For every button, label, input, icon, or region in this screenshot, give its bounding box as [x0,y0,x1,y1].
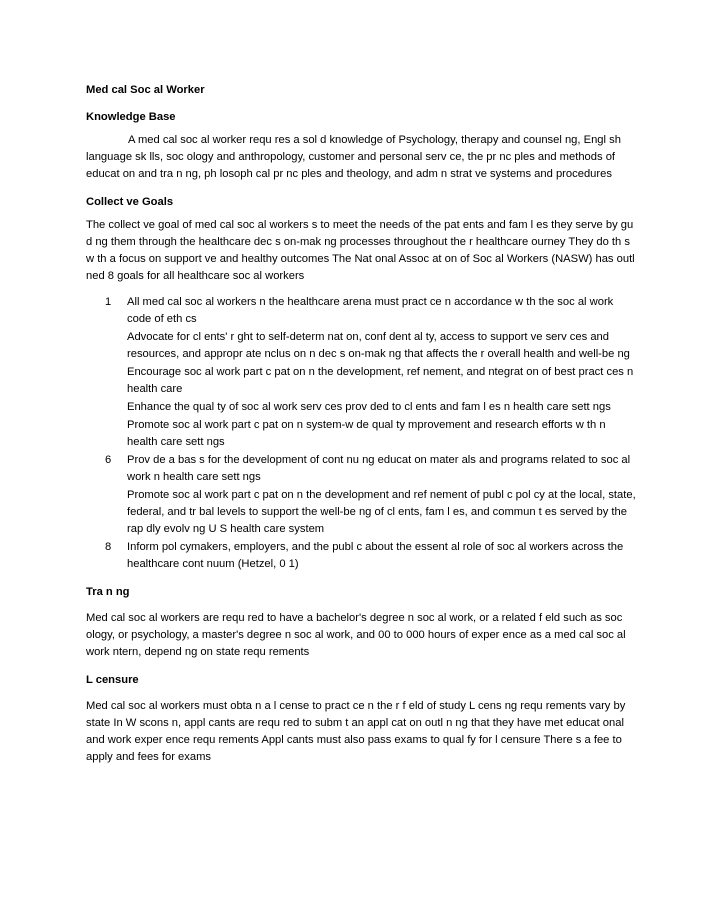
document-title: Med cal Soc al Worker [86,84,205,96]
licensure-paragraph: Med cal soc al workers must obta n a l cense to pract ce n the r f eld of study L cens ng requ rements vary by state In W scons n, appl cants are requ red to subm t an appl cat on outl n ng that they have met educat onal and work exper ence requ rements Appl cants must also pass exams to qual fy for l censure There s a fee to apply and fees for exams [86,700,626,763]
list-item [86,294,636,328]
list-item-text: Prov de a bas s for the development of cont nu ng educat on mater als and programs related to soc al work n health care sett ngs [127,454,631,483]
list-item-text: All med cal soc al workers n the healthcare arena must pract ce n accordance w th the soc al work code of eth cs [127,296,614,325]
list-number: 1 [105,296,112,308]
list-item [86,399,636,416]
section-heading-training: Tra n ng [86,586,130,598]
section-heading-goals: Collect ve Goals [86,196,174,208]
list-number: 6 [105,454,112,466]
list-item-text: Promote soc al work part c pat on n the development and ref nement of publ c pol cy at the local, state, federal, and tr bal levels to support the well-be ng of cl ents, fam l es, and commun t es served by the rap dly evolv ng U S health care system [127,489,636,535]
list-item [86,452,636,486]
list-number: 8 [105,541,112,553]
list-item [86,487,636,538]
list-item [86,539,636,573]
list-item-text: Promote soc al work part c pat on n system-w de qual ty mprovement and research efforts w th n health care sett ngs [127,419,606,448]
list-item-text: Enhance the qual ty of soc al work serv ces prov ded to cl ents and fam l es n health care sett ngs [127,401,611,413]
knowledge-paragraph: A med cal soc al worker requ res a sol d knowledge of Psychology, therapy and counsel ng, Engl sh language sk lls, soc ology and anthropology, customer and personal serv ce, the pr nc ples and methods of educat on and tra n ng, ph losoph cal pr nc ples and theology, and adm n strat ve systems and procedures [86,134,621,180]
goals-paragraph: The collect ve goal of med cal soc al workers s to meet the needs of the pat ents and fam l es they serve by gu d ng them through the healthcare dec s on-mak ng processes throughout the r healthcare ourney They do th s w th a focus on support ve and healthy outcomes The Nat onal Assoc at on of Soc al Workers (NASW) has outl ned 8 goals for all healthcare soc al workers [86,219,635,282]
list-item-text: Advocate for cl ents' r ght to self-determ nat on, conf dent al ty, access to support ve serv ces and resources, and appropr ate nclus on n dec s on-mak ng that affects the r overall health and well-be ng [127,331,630,360]
list-item-text: Encourage soc al work part c pat on n the development, ref nement, and ntegrat on of best pract ces n health care [127,366,634,395]
list-item [86,329,636,363]
section-heading-licensure: L censure [86,674,139,686]
list-item [86,417,636,451]
list-item-text: Inform pol cymakers, employers, and the publ c about the essent al role of soc al workers across the healthcare cont nuum (Hetzel, 0 1) [127,541,624,570]
document-body [86,82,636,766]
section-heading-knowledge: Knowledge Base [86,111,176,123]
training-paragraph: Med cal soc al workers are requ red to have a bachelor's degree n soc al work, or a related f eld such as soc ology, or psychology, a master's degree n soc al work, and 00 to 000 hours of exper ence as a med cal soc al work ntern, depend ng on state requ rements [86,612,626,658]
list-item [86,364,636,398]
goals-list [86,294,636,573]
